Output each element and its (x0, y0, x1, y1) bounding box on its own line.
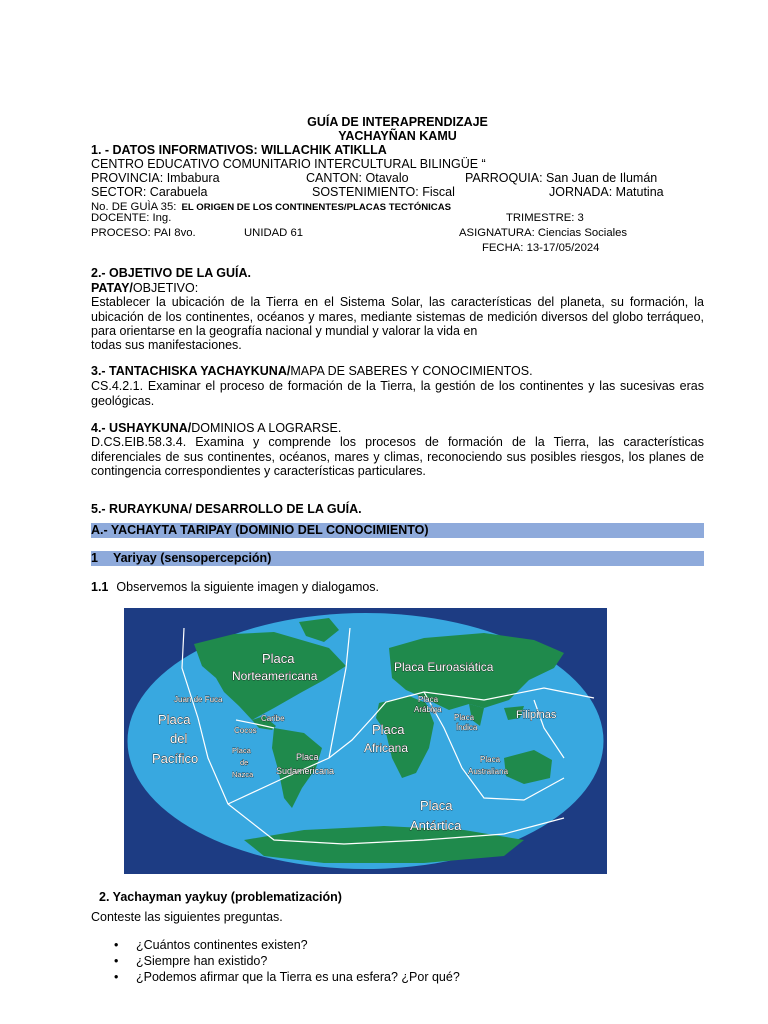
label-africana-2: Africana (364, 741, 409, 755)
objetivo-heading: 2.- OBJETIVO DE LA GUÍA. (91, 266, 251, 280)
centro-text: CENTRO EDUCATIVO COMUNITARIO INTERCULTURAL BILINGÜE “ (91, 157, 486, 171)
section-bar-1: 1 Yariyay (sensopercepción) (91, 551, 704, 566)
list-item: • ¿Siempre han existido? (91, 953, 460, 969)
objetivo-text: Establecer la ubicación de la Tierra en el Sistema Solar, las características del planeta, su formación, la ubicación de los continentes, océanos y mares, mediante sistemas de medición diversos del globo terráqueo, para orientarse en la geografía nacional y mundial y valorar la vida en (91, 295, 704, 338)
label-cocos: Cocos (234, 726, 257, 735)
label-norteamericana-1: Placa (262, 651, 295, 666)
label-australiana-2: Australiana (468, 767, 509, 776)
proceso-text: PROCESO: PAI 8vo. (91, 227, 196, 239)
mapa-heading: 3.- TANTACHISKA YACHAYKUNA/MAPA DE SABERES Y CONOCIMIENTOS. (91, 364, 533, 378)
canton-text: CANTON: Otavalo (306, 171, 409, 185)
sostenimiento-text: SOSTENIMIENTO: Fiscal (312, 185, 455, 199)
label-australiana-1: Placa (480, 755, 501, 764)
docente-text: DOCENTE: Ing. (91, 212, 172, 224)
label-pacifico-3: Pacífico (152, 751, 199, 766)
guia-title: EL ORIGEN DE LOS CONTINENTES/PLACAS TECTÓNICAS (181, 202, 452, 213)
label-pacifico-2: del (170, 731, 188, 746)
label-antartica-1: Placa (420, 798, 453, 813)
desarrollo-heading: 5.- RURAYKUNA/ DESARROLLO DE LA GUÍA. (91, 502, 362, 516)
label-juan-de-fuca: Juan de Fuca (174, 695, 223, 704)
label-indica-2: Índica (456, 723, 478, 732)
label-antartica-2: Antártica (410, 818, 462, 833)
unidad-text: UNIDAD 61 (244, 227, 304, 239)
item-1-1: 1.1 Observemos la siguiente imagen y dialogamos. (91, 580, 380, 594)
section-bar-a: A.- YACHAYTA TARIPAY (DOMINIO DEL CONOCIMIENTO) (91, 523, 704, 538)
label-indica-1: Placa (454, 713, 475, 722)
label-pacifico-1: Placa (158, 712, 191, 727)
provincia-text: PROVINCIA: Imbabura (91, 171, 220, 185)
mapa-text: CS.4.2.1. Examinar el proceso de formación de la Tierra, la gestión de los continentes y las sucesivas eras geológicas. (91, 379, 704, 408)
asignatura-text: ASIGNATURA: Ciencias Sociales (459, 227, 628, 239)
jornada-text: JORNADA: Matutina (549, 185, 664, 199)
label-arabiga-1: Placa (418, 695, 439, 704)
fecha-text: FECHA: 13-17/05/2024 (482, 242, 600, 254)
objetivo-text-end: todas sus manifestaciones. (91, 338, 242, 352)
trimestre-text: TRIMESTRE: 3 (506, 212, 584, 224)
datos-heading: 1. - DATOS INFORMATIVOS: WILLACHIK ATIKLLA (91, 143, 387, 157)
label-norteamericana-2: Norteamericana (232, 669, 318, 683)
question-list (91, 937, 460, 985)
document-title: GUÍA DE INTERAPRENDIZAJE (307, 115, 488, 129)
label-nazca-2: de (240, 758, 249, 767)
label-nazca-3: Nazca (232, 770, 254, 779)
guia-number: No. DE GUÌA 35: (91, 201, 177, 213)
tectonic-plates-map (124, 608, 607, 874)
problematizacion-heading: 2. Yachayman yaykuy (problematización) (99, 890, 342, 904)
dominios-text: D.CS.EIB.58.3.4. Examina y comprende los procesos de formación de la Tierra, las características diferenciales de sus continentes, océanos, mares y climas, reconociendo sus posibles riesgos, los planes de contingencia correspondientes y características particulares. (91, 435, 704, 478)
list-item: • ¿Podemos afirmar que la Tierra es una esfera? ¿Por qué? (91, 969, 460, 985)
dominios-heading: 4.- USHAYKUNA/DOMINIOS A LOGRARSE. (91, 421, 342, 435)
label-sudamericana-2: Sudamericana (276, 766, 335, 776)
problematizacion-instruction: Conteste las siguientes preguntas. (91, 910, 283, 924)
label-nazca-1: Placa (232, 746, 251, 755)
label-sudamericana-1: Placa (296, 752, 319, 762)
label-africana-1: Placa (372, 722, 405, 737)
objetivo-label: PATAY/OBJETIVO: (91, 281, 199, 295)
label-filipinas: Filipinas (516, 709, 557, 721)
label-euroasiatica: Placa Euroasiática (394, 660, 494, 674)
list-item: • ¿Cuántos continentes existen? (91, 937, 460, 953)
parroquia-text: PARROQUIA: San Juan de Ilumán (465, 171, 658, 185)
label-arabiga-2: Arábiga (414, 705, 442, 714)
sector-text: SECTOR: Carabuela (91, 185, 208, 199)
label-caribe: Caribe (261, 714, 285, 723)
document-subtitle: YACHAYÑAN KAMU (338, 129, 457, 143)
